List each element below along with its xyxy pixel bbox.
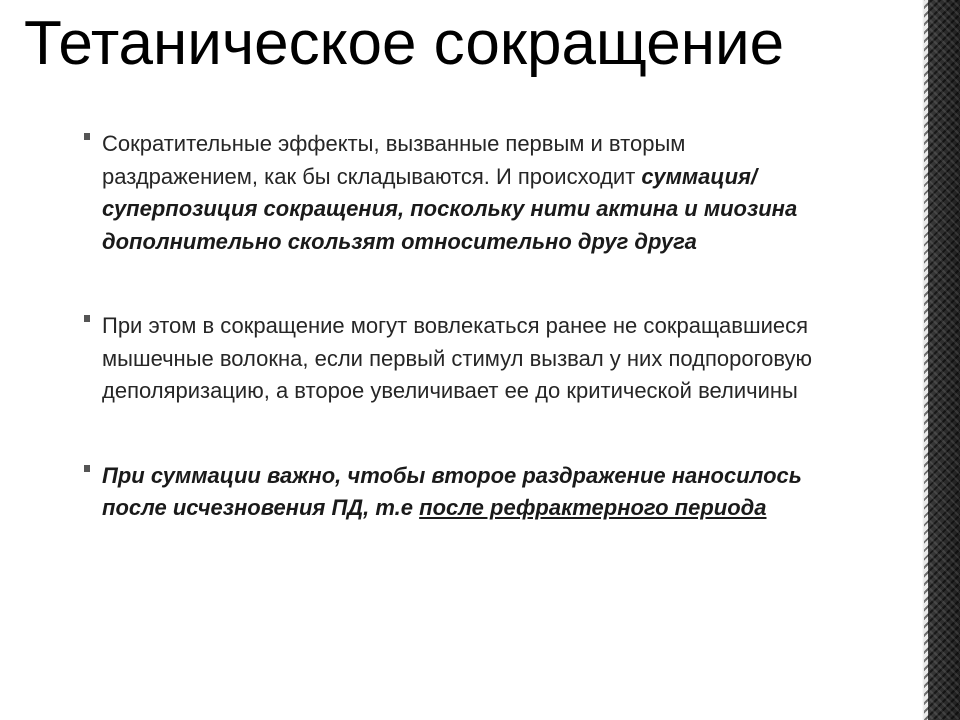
bullet-emphasis-text: суммация/суперпозиция сокращения, поскольку нити актина и миозина дополнительно скользят относительно друг друга	[102, 163, 798, 254]
bullet-item-refractory	[84, 460, 844, 525]
bullet-text: При этом в сокращение могут вовлекаться ранее не сокращавшиеся мышечные волокна, если первый стимул вызвал у них подпороговую деполяризацию, а второе увеличивает ее до критической величины	[102, 313, 813, 403]
bullet-item-summation	[84, 128, 844, 258]
decorative-side-strip	[924, 0, 960, 720]
square-bullet-icon	[84, 465, 90, 472]
bullet-emphasis-text: При суммации важно, чтобы второе раздражение наносилось после исчезновения ПД, т.е	[102, 462, 802, 520]
bullet-item-recruitment	[84, 310, 844, 408]
square-bullet-icon	[84, 315, 90, 322]
slide-title: Тетаническое сокращение	[24, 9, 785, 78]
slide-content	[84, 128, 844, 525]
bullet-underlined-text: после рефрактерного периода	[419, 495, 767, 520]
square-bullet-icon	[84, 133, 90, 140]
bullet-text: Сократительные эффекты, вызванные первым и вторым раздражением, как бы складываются. И происходит	[102, 131, 686, 189]
